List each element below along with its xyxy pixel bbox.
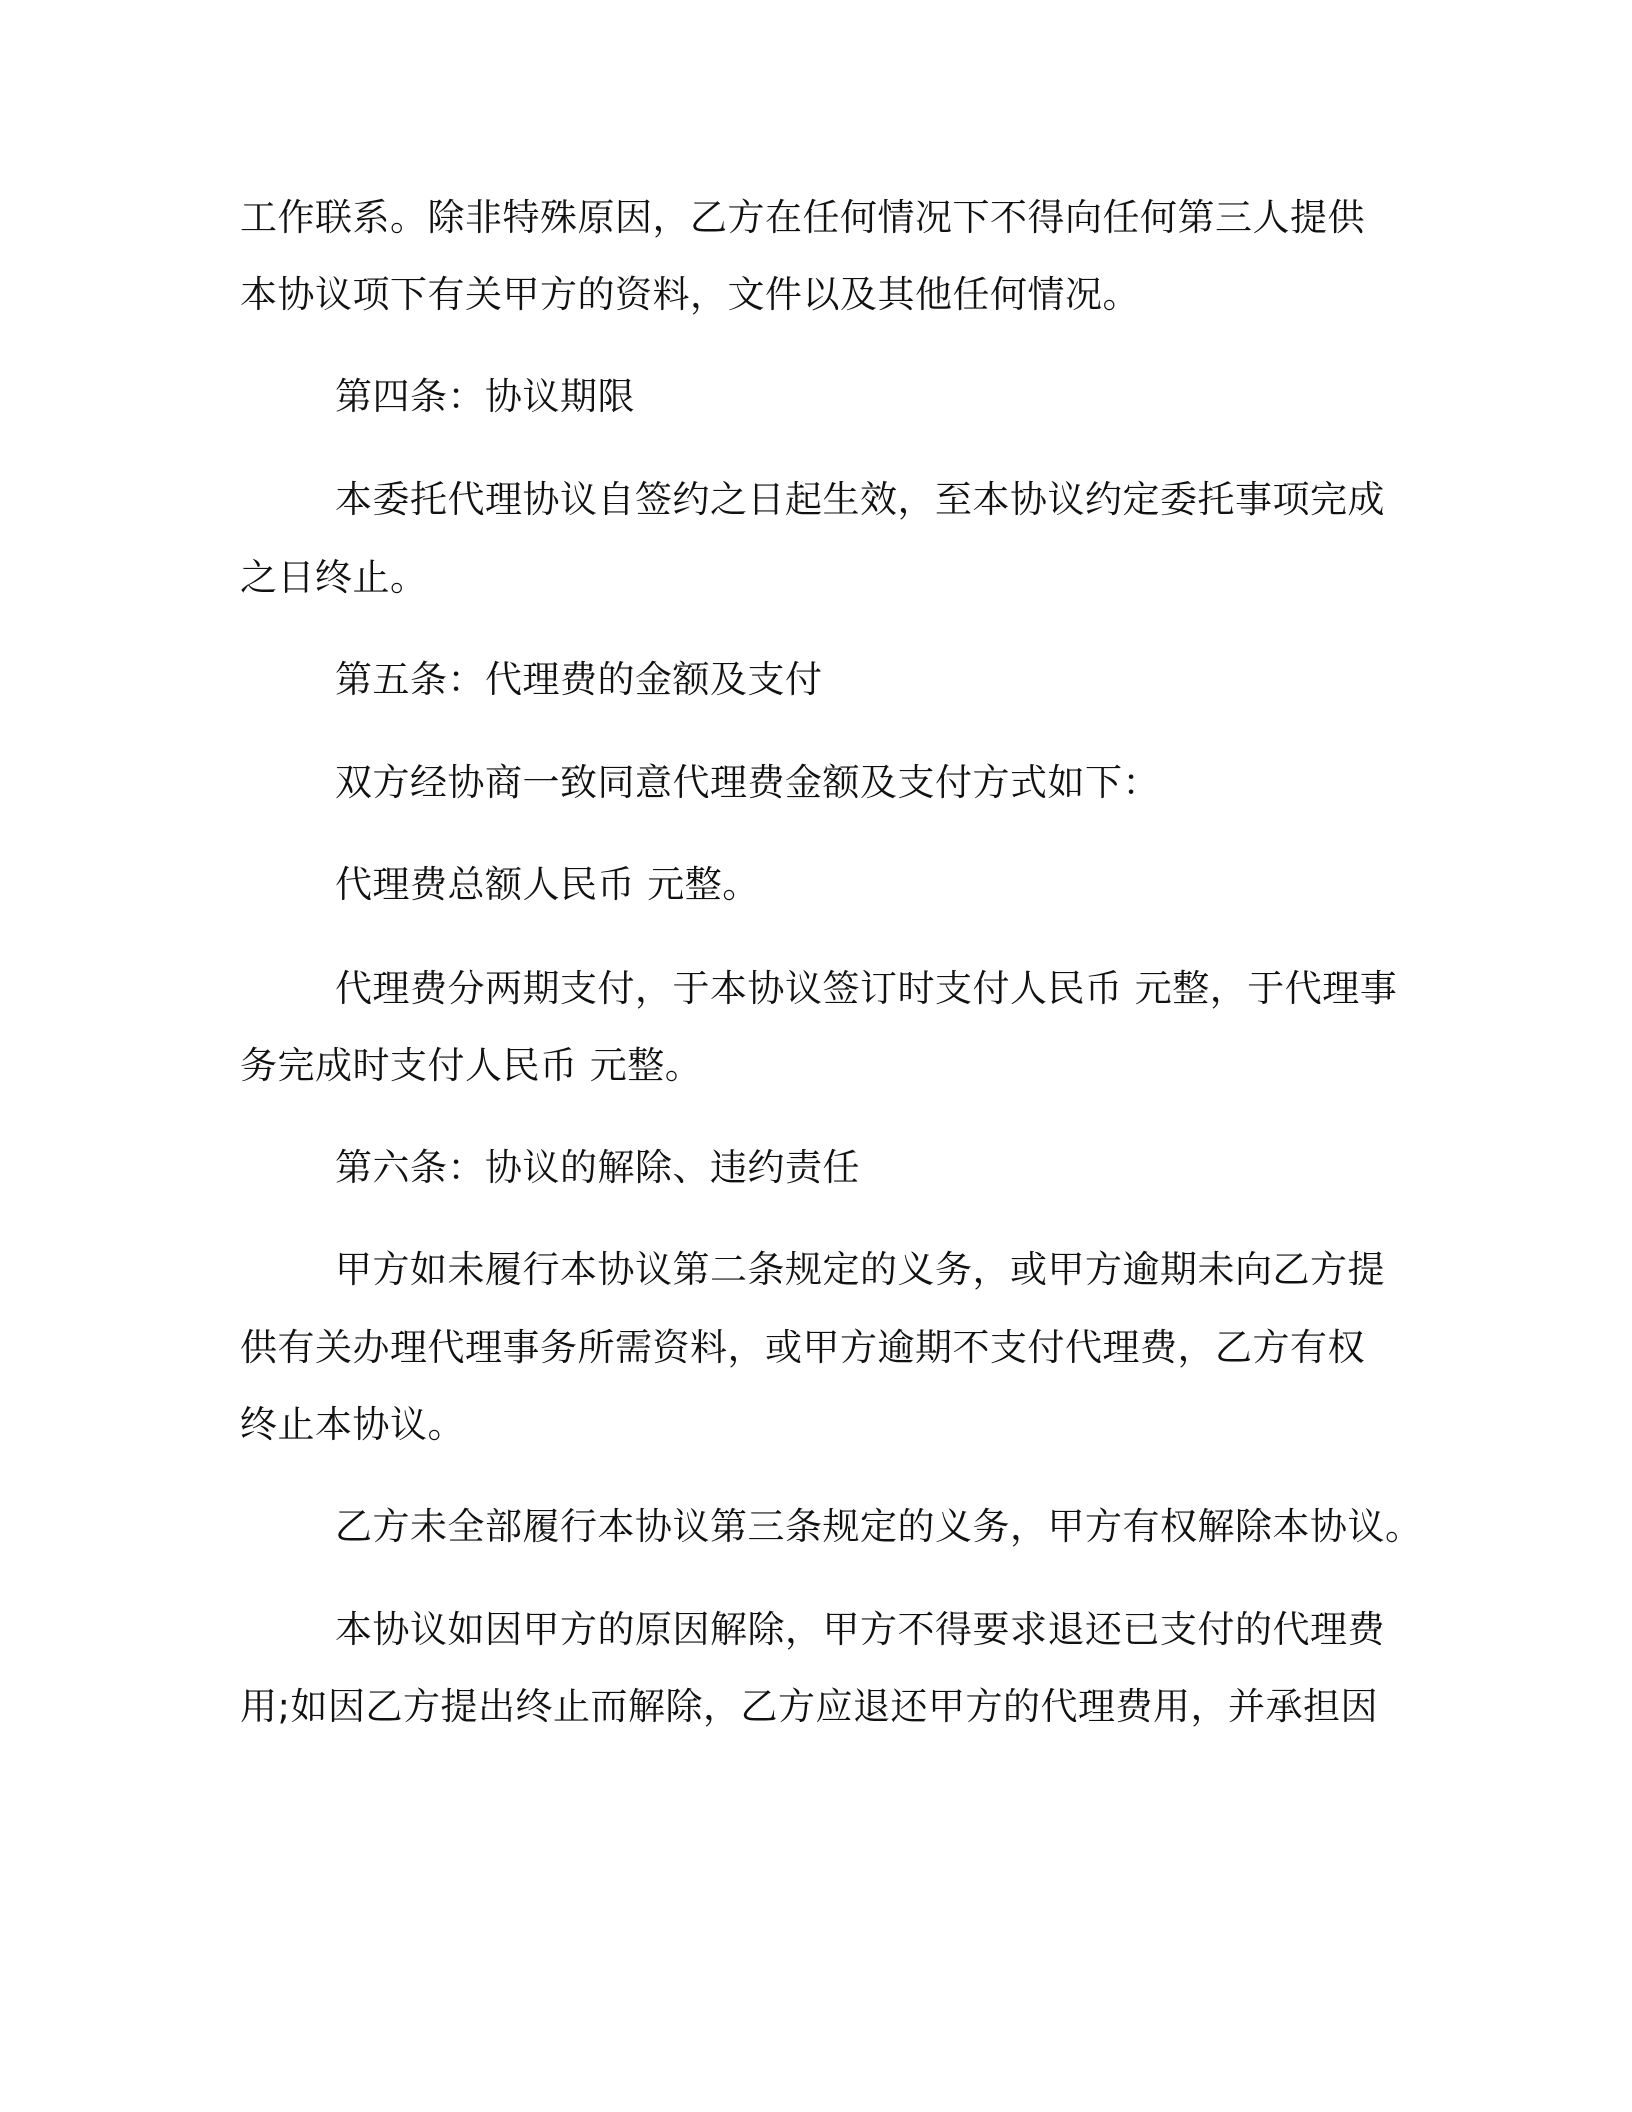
text-line: 供有关办理代理事务所需资料，或甲方逾期不支付代理费，乙方有权 — [240, 1326, 1365, 1369]
text-line: 工作联系。除非特殊原因，乙方在任何情况下不得向任何第三人提供 — [240, 196, 1365, 239]
text-line: 乙方未全部履行本协议第三条规定的义务，甲方有权解除本协议。 — [335, 1505, 1423, 1548]
text-line: 双方经协商一致同意代理费金额及支付方式如下： — [335, 761, 1160, 804]
section-heading-article-6: 第六条：协议的解除、违约责任 — [335, 1146, 860, 1189]
section-heading-article-4: 第四条：协议期限 — [335, 375, 635, 418]
section-heading-article-5: 第五条：代理费的金额及支付 — [335, 658, 823, 701]
text-line: 本协议如因甲方的原因解除，甲方不得要求退还已支付的代理费 — [335, 1608, 1385, 1651]
text-line: 务完成时支付人民币 元整。 — [240, 1044, 703, 1087]
text-line: 代理费总额人民币 元整。 — [335, 863, 760, 906]
text-line: 之日终止。 — [240, 556, 428, 599]
text-line: 用;如因乙方提出终止而解除，乙方应退还甲方的代理费用，并承担因 — [240, 1685, 1378, 1728]
text-line: 本委托代理协议自签约之日起生效，至本协议约定委托事项完成 — [335, 478, 1385, 521]
text-line: 代理费分两期支付，于本协议签订时支付人民币 元整，于代理事 — [335, 967, 1398, 1010]
text-line: 本协议项下有关甲方的资料，文件以及其他任何情况。 — [240, 273, 1140, 316]
text-line: 终止本协议。 — [240, 1403, 465, 1446]
text-line: 甲方如未履行本协议第二条规定的义务，或甲方逾期未向乙方提 — [335, 1248, 1385, 1291]
